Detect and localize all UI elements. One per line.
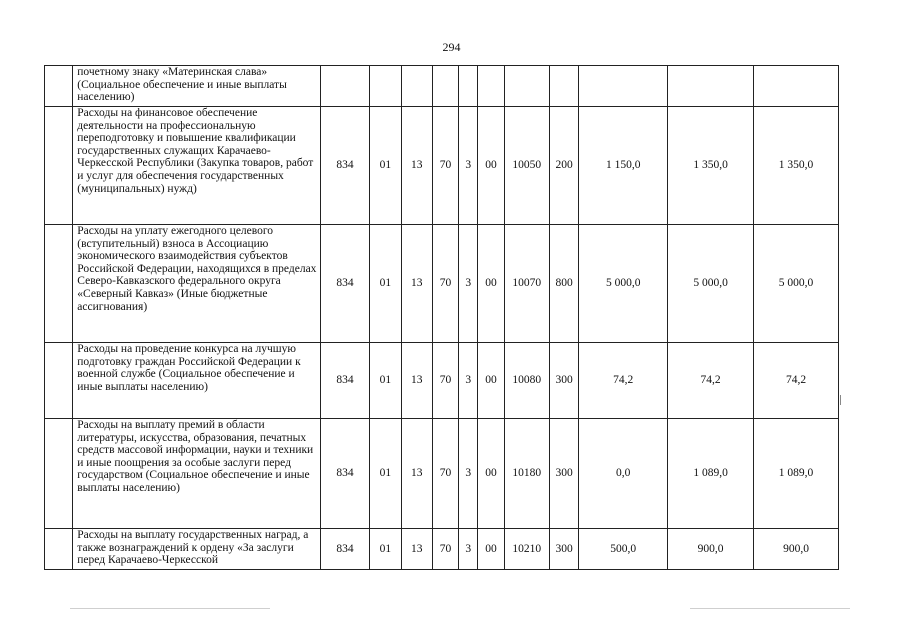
table-row	[45, 343, 839, 419]
amount-year-2-cell	[668, 66, 754, 107]
expense-type-code-cell: 300	[550, 419, 579, 529]
row-description: Расходы на выплату премий в области литературы, искусства, образования, печатных средств массовой информации, науки и техники и иные поощрения за особые заслуги перед государством (Социальное обеспечение и иные выплаты населению)	[73, 419, 320, 529]
subprogram-code-cell: 3	[459, 529, 478, 570]
subsection-code-cell: 13	[401, 107, 432, 225]
table-row	[45, 529, 839, 570]
scan-artifact-line	[690, 608, 850, 609]
row-number-cell	[45, 66, 73, 107]
scan-artifact-tick	[840, 395, 841, 405]
row-number-cell	[45, 419, 73, 529]
table-row	[45, 107, 839, 225]
event-code-cell	[478, 66, 504, 107]
event-code-cell: 00	[478, 343, 504, 419]
subprogram-code-cell	[459, 66, 478, 107]
event-code-cell: 00	[478, 225, 504, 343]
program-code-cell: 70	[432, 107, 458, 225]
program-code-cell	[432, 66, 458, 107]
amount-year-2-cell: 74,2	[668, 343, 754, 419]
direction-code-cell	[504, 66, 549, 107]
amount-year-3-cell: 1 350,0	[754, 107, 839, 225]
page-number: 294	[442, 40, 461, 54]
direction-code-cell: 10180	[504, 419, 549, 529]
ministry-code-cell	[320, 66, 369, 107]
row-number-cell	[45, 107, 73, 225]
program-code-cell: 70	[432, 529, 458, 570]
subsection-code-cell: 13	[401, 225, 432, 343]
section-code-cell: 01	[370, 529, 401, 570]
row-description: почетному знаку «Материнская слава» (Социальное обеспечение и иные выплаты населению)	[73, 66, 320, 107]
program-code-cell: 70	[432, 419, 458, 529]
subprogram-code-cell: 3	[459, 107, 478, 225]
ministry-code-cell: 834	[320, 107, 369, 225]
amount-year-2-cell: 5 000,0	[668, 225, 754, 343]
amount-year-1-cell: 74,2	[579, 343, 668, 419]
expense-type-code-cell: 800	[550, 225, 579, 343]
subsection-code-cell	[401, 66, 432, 107]
ministry-code-cell: 834	[320, 225, 369, 343]
subsection-code-cell: 13	[401, 529, 432, 570]
amount-year-1-cell	[579, 66, 668, 107]
ministry-code-cell: 834	[320, 529, 369, 570]
ministry-code-cell: 834	[320, 343, 369, 419]
program-code-cell: 70	[432, 225, 458, 343]
subsection-code-cell: 13	[401, 343, 432, 419]
row-description: Расходы на проведение конкурса на лучшую подготовку граждан Российской Федерации к военной службе (Социальное обеспечение и иные выплаты населению)	[73, 343, 320, 419]
direction-code-cell: 10050	[504, 107, 549, 225]
row-number-cell	[45, 529, 73, 570]
expense-type-code-cell: 300	[550, 529, 579, 570]
amount-year-3-cell: 900,0	[754, 529, 839, 570]
expense-type-code-cell	[550, 66, 579, 107]
section-code-cell: 01	[370, 419, 401, 529]
event-code-cell: 00	[478, 107, 504, 225]
table-row	[45, 419, 839, 529]
event-code-cell: 00	[478, 419, 504, 529]
table-row	[45, 225, 839, 343]
direction-code-cell: 10070	[504, 225, 549, 343]
row-description: Расходы на уплату ежегодного целевого (вступительный) взноса в Ассоциацию экономического взаимодействия субъектов Российской Федерации, находящихся в пределах Северо-Кавказского федерального округа «Северный Кавказ» (Иные бюджетные ассигнования)	[73, 225, 320, 343]
table-row	[45, 66, 839, 107]
section-code-cell: 01	[370, 107, 401, 225]
row-description: Расходы на выплату государственных наград, а также вознаграждений к ордену «За заслуги перед Карачаево-Черкесской	[73, 529, 320, 570]
event-code-cell: 00	[478, 529, 504, 570]
amount-year-3-cell: 1 089,0	[754, 419, 839, 529]
expense-type-code-cell: 300	[550, 343, 579, 419]
direction-code-cell: 10210	[504, 529, 549, 570]
section-code-cell: 01	[370, 225, 401, 343]
budget-table	[44, 65, 839, 570]
scan-artifact-line	[70, 608, 270, 609]
amount-year-1-cell: 1 150,0	[579, 107, 668, 225]
row-number-cell	[45, 343, 73, 419]
amount-year-3-cell: 5 000,0	[754, 225, 839, 343]
section-code-cell: 01	[370, 343, 401, 419]
row-number-cell	[45, 225, 73, 343]
subprogram-code-cell: 3	[459, 343, 478, 419]
expense-type-code-cell: 200	[550, 107, 579, 225]
amount-year-3-cell	[754, 66, 839, 107]
amount-year-2-cell: 1 350,0	[668, 107, 754, 225]
amount-year-1-cell: 500,0	[579, 529, 668, 570]
row-description: Расходы на финансовое обеспечение деятельности на профессиональную переподготовку и повышение квалификации государственных служащих Карачаево-Черкесской Республики (Закупка товаров, работ и услуг для обеспечения государственных (муниципальных) нужд)	[73, 107, 320, 225]
direction-code-cell: 10080	[504, 343, 549, 419]
section-code-cell	[370, 66, 401, 107]
amount-year-3-cell: 74,2	[754, 343, 839, 419]
program-code-cell: 70	[432, 343, 458, 419]
ministry-code-cell: 834	[320, 419, 369, 529]
subsection-code-cell: 13	[401, 419, 432, 529]
amount-year-1-cell: 0,0	[579, 419, 668, 529]
amount-year-1-cell: 5 000,0	[579, 225, 668, 343]
subprogram-code-cell: 3	[459, 419, 478, 529]
amount-year-2-cell: 1 089,0	[668, 419, 754, 529]
subprogram-code-cell: 3	[459, 225, 478, 343]
amount-year-2-cell: 900,0	[668, 529, 754, 570]
